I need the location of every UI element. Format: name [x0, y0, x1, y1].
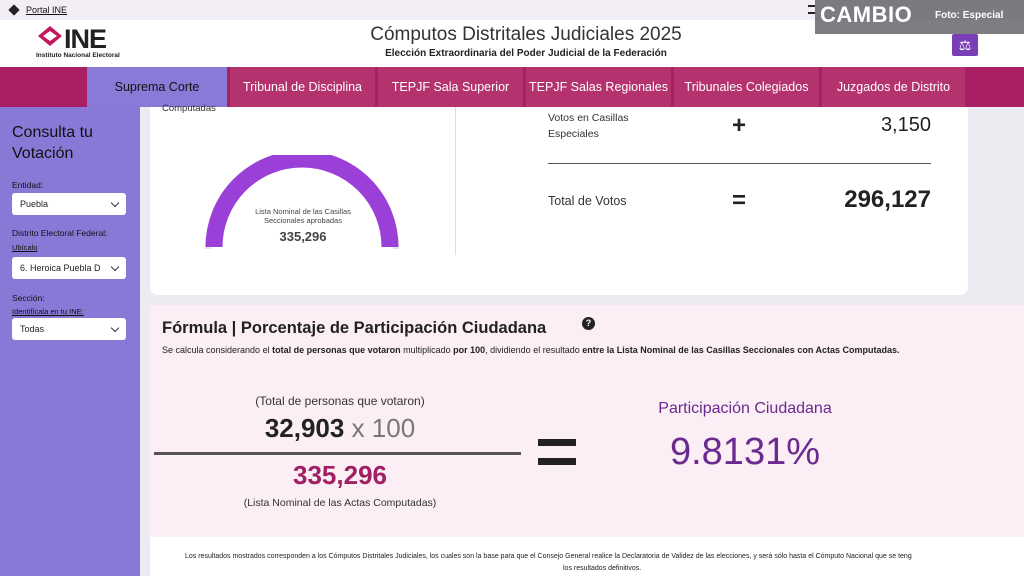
- chevron-down-icon: [111, 198, 119, 206]
- lista-nominal-gauge: [202, 155, 402, 257]
- tab-tribunales-colegiados[interactable]: Tribunales Colegiados: [674, 67, 822, 107]
- help-icon[interactable]: ?: [582, 317, 595, 330]
- formula-title: Fórmula | Porcentaje de Participación Ciudadana: [162, 319, 547, 337]
- tab-tribunal-disciplina[interactable]: Tribunal de Disciplina: [230, 67, 378, 107]
- total-votos-label: Total de Votos: [548, 194, 627, 208]
- ine-diamond-icon: [8, 4, 19, 15]
- plus-operator: +: [732, 112, 747, 139]
- summary-card: [150, 103, 968, 295]
- divider: [455, 107, 456, 255]
- seccion-identifica-link[interactable]: Identifícala en tu INE:: [12, 307, 84, 316]
- footer-note: [150, 537, 1024, 576]
- portal-ine-label[interactable]: Portal INE: [26, 5, 68, 15]
- computadas-label: Computadas: [162, 103, 216, 114]
- page-subtitle: Elección Extraordinaria del Poder Judicial de la Federación: [385, 48, 667, 59]
- formula-description: Se calcula considerando el total de personas que votaron multiplicado por 100, dividiendo el resultado entre la Lista Nominal de las Casillas Seccionales con Actas Computadas.: [162, 345, 900, 355]
- distrito-select[interactable]: [12, 257, 126, 279]
- page-titles: [300, 24, 752, 59]
- footer-line-1: Los resultados mostrados corresponden a los Cómputos Distritales Judiciales, los cuales son la base para que el Consejo General realice la Declaratoria de Validez de las elecciones, y será sólo hasta el Cómputo Nacional que se teng: [185, 553, 912, 560]
- tab-suprema-corte[interactable]: Suprema Corte: [87, 67, 230, 107]
- equals-sign-icon: [538, 439, 576, 473]
- numerator-label: (Total de personas que votaron): [255, 394, 425, 408]
- equals-operator: =: [732, 187, 747, 214]
- formula-card: [150, 305, 1024, 537]
- entidad-select[interactable]: [12, 193, 126, 215]
- watermark-brand: CAMBIO: [820, 2, 913, 27]
- footer-line-2: los resultados definitivos.: [563, 565, 642, 572]
- seccion-value: Todas: [20, 324, 45, 334]
- denominator-label: (Lista Nominal de las Actas Computadas): [243, 497, 437, 509]
- gauge-caption: Lista Nominal de las Casillas Seccionales aprobadas: [255, 207, 351, 225]
- scales-icon[interactable]: ⚖: [952, 34, 978, 56]
- multiplier: x 100: [351, 413, 416, 443]
- tab-tepjf-salas-regionales[interactable]: TEPJF Salas Regionales: [526, 67, 674, 107]
- participacion-value: 9.8131%: [669, 431, 820, 473]
- logo-subtitle: Instituto Nacional Electoral: [36, 52, 120, 59]
- numerator-value: 32,903: [264, 413, 345, 443]
- especiales-value: 3,150: [880, 114, 931, 136]
- main-nav: [0, 67, 1024, 107]
- logo-text: INE: [64, 24, 107, 54]
- fraction-line: [154, 452, 521, 455]
- distrito-ubicalo-link[interactable]: Ubícalo: [12, 243, 38, 252]
- watermark: [815, 0, 1024, 34]
- entidad-value: Puebla: [20, 199, 49, 209]
- sum-line: [548, 163, 931, 164]
- page-title: Cómputos Distritales Judiciales 2025: [370, 24, 682, 45]
- tab-juzgados-distrito[interactable]: Juzgados de Distrito: [822, 67, 968, 107]
- sidebar: [0, 107, 140, 576]
- entidad-label: Entidad:: [12, 180, 44, 190]
- chevron-down-icon: [111, 323, 119, 331]
- seccion-label: Sección:: [12, 293, 45, 303]
- gauge-value: 335,296: [279, 229, 327, 244]
- seccion-select[interactable]: [12, 318, 126, 340]
- numerator: [210, 413, 470, 444]
- tab-tepjf-sala-superior[interactable]: TEPJF Sala Superior: [378, 67, 526, 107]
- denominator-value: 335,296: [293, 460, 387, 490]
- ine-logo-mark-icon: [36, 26, 64, 48]
- total-votos-value: 296,127: [844, 186, 931, 213]
- sidebar-title: Consulta tu Votación: [12, 124, 93, 162]
- distrito-label: Distrito Electoral Federal:: [12, 228, 108, 238]
- distrito-value: 6. Heroica Puebla D: [20, 263, 101, 273]
- ine-logo[interactable]: [36, 24, 146, 64]
- chevron-down-icon: [111, 262, 119, 270]
- portal-ine-link[interactable]: [10, 5, 67, 15]
- watermark-credit: Foto: Especial: [935, 10, 1004, 21]
- menu-icon[interactable]: [808, 5, 815, 14]
- participacion-label: Participación Ciudadana: [658, 400, 832, 417]
- especiales-label: Votos en Casillas Especiales: [548, 112, 629, 140]
